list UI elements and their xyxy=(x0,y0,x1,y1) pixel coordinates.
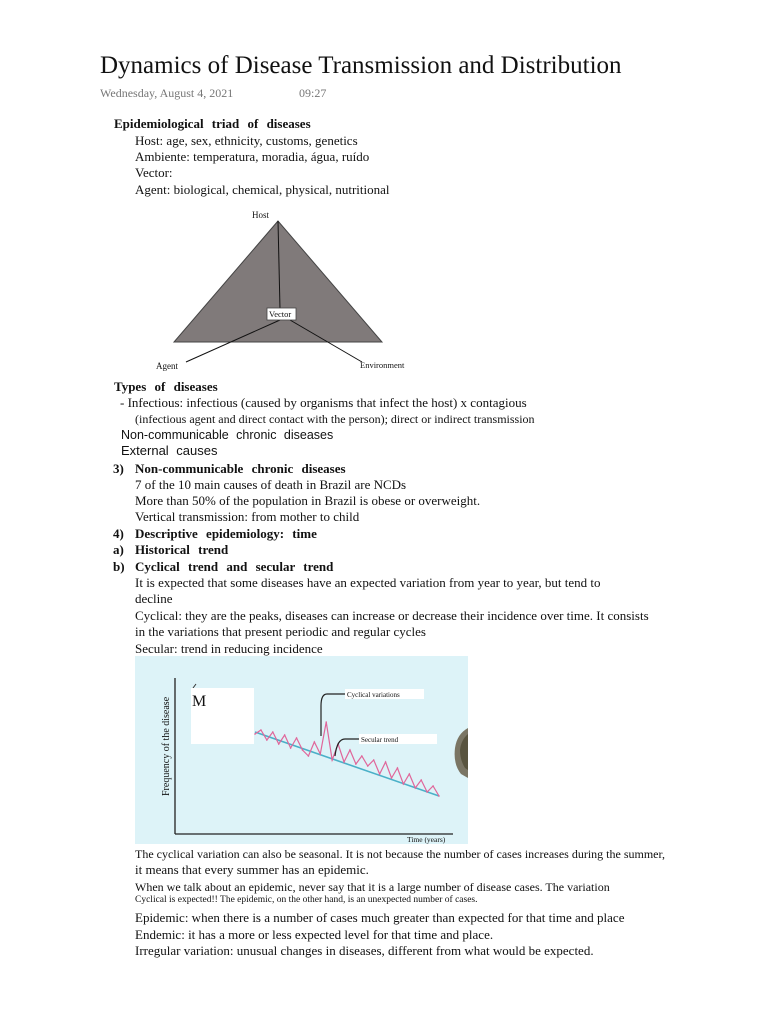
cyclical-point xyxy=(426,791,428,793)
annotation-cyclical-label: Cyclical variations xyxy=(347,691,400,699)
types-external-line: External causes xyxy=(121,443,218,458)
cyclical-point xyxy=(331,759,333,761)
cyclical-point xyxy=(385,761,387,763)
overlay-letter: M xyxy=(192,693,207,710)
chart-background xyxy=(135,656,468,844)
cyclical-point xyxy=(355,763,357,765)
cyclical-point xyxy=(349,749,351,751)
after-chart-line: When we talk about an epidemic, never say that it is a large number of disease cases. The variation xyxy=(135,880,610,894)
section3-number: 3) xyxy=(113,461,124,476)
section4-line: Cyclical: they are the peaks, diseases can increase or decrease their incidence over time. It consists xyxy=(135,608,649,623)
types-ncd-line: Non-communicable chronic diseases xyxy=(121,428,334,442)
cyclical-point xyxy=(314,741,316,743)
triad-heading: Epidemiological triad of diseases xyxy=(114,116,311,131)
triad-environment-label: Environment xyxy=(360,360,405,370)
cyclical-point xyxy=(361,755,363,757)
cyclical-point xyxy=(325,721,327,723)
cyclical-point xyxy=(290,747,292,749)
section4-line: decline xyxy=(135,591,173,606)
cyclical-point xyxy=(343,761,345,763)
after-chart-line: Cyclical is expected!! The epidemic, on the other hand, is an unexpected number of cases. xyxy=(135,895,478,905)
cyclical-point xyxy=(409,773,411,775)
cyclical-point xyxy=(367,765,369,767)
cyclical-point xyxy=(302,749,304,751)
section4-heading xyxy=(113,526,317,542)
page-date: Wednesday, August 4, 2021 xyxy=(100,86,234,100)
section4-b-heading xyxy=(113,559,333,575)
triad-vector-label: Vector xyxy=(269,309,292,319)
after-chart-line: Epidemic: when there is a number of cases much greater than expected for that time and place xyxy=(135,910,625,925)
cyclical-point xyxy=(308,755,310,757)
section4-a-label: a) xyxy=(113,542,124,557)
chart-xlabel: Time (years) xyxy=(407,835,446,844)
cyclical-point xyxy=(379,773,381,775)
page-title: Dynamics of Disease Transmission and Distribution xyxy=(100,52,622,79)
types-infectious-detail: (infectious agent and direct contact with the person); direct or indirect transmission xyxy=(135,412,535,426)
cyclical-point xyxy=(391,777,393,779)
section3-line: More than 50% of the population in Brazil is obese or overweight. xyxy=(135,493,481,508)
cyclical-point xyxy=(260,729,262,731)
types-infectious-line: - Infectious: infectious (caused by organisms that infect the host) x contagious xyxy=(120,395,527,410)
triad-host-label: Host xyxy=(252,210,270,220)
cyclical-point xyxy=(432,785,434,787)
section4-b-title: Cyclical trend and secular trend xyxy=(135,559,334,574)
cyclical-point xyxy=(284,734,286,736)
page-time: 09:27 xyxy=(299,86,327,100)
section4-b-label: b) xyxy=(113,559,125,574)
section4-title: Descriptive epidemiology: time xyxy=(135,526,317,541)
cyclical-point xyxy=(373,759,375,761)
section3-title: Non-communicable chronic diseases xyxy=(135,461,346,476)
triad-line: Vector: xyxy=(135,165,173,180)
cyclical-point xyxy=(438,795,440,797)
triad-agent-label: Agent xyxy=(156,361,178,371)
cyclical-point xyxy=(266,739,268,741)
cyclical-point xyxy=(403,783,405,785)
triad-line: Ambiente: temperatura, moradia, água, ruído xyxy=(135,149,370,164)
cyclical-point xyxy=(272,731,274,733)
section4-a-title: Historical trend xyxy=(135,542,229,557)
after-chart-line: Endemic: it has a more or less expected level for that time and place. xyxy=(135,927,494,942)
cyclical-point xyxy=(414,787,416,789)
cyclical-point xyxy=(278,743,280,745)
section4-line: Secular: trend in reducing incidence xyxy=(135,641,323,656)
section4-line: in the variations that present periodic and regular cycles xyxy=(135,624,426,639)
trend-chart xyxy=(135,656,468,844)
after-chart-line: The cyclical variation can also be seasonal. It is not because the number of cases increases during the summer, xyxy=(135,847,665,861)
section3-heading xyxy=(113,461,346,477)
section4-number: 4) xyxy=(113,526,124,541)
section3-line: Vertical transmission: from mother to child xyxy=(135,509,360,524)
section4-a-heading xyxy=(113,542,228,558)
section3-line: 7 of the 10 main causes of death in Brazil are NCDs xyxy=(135,477,407,492)
section4-line: It is expected that some diseases have an expected variation from year to year, but tend to xyxy=(135,575,601,590)
cyclical-point xyxy=(397,767,399,769)
cyclical-point xyxy=(296,737,298,739)
cyclical-point xyxy=(254,733,256,735)
cyclical-point xyxy=(420,779,422,781)
triad-line: Host: age, sex, ethnicity, customs, genetics xyxy=(135,133,358,148)
after-chart-line: it means that every summer has an epidemic. xyxy=(135,862,369,877)
triad-line: Agent: biological, chemical, physical, nutritional xyxy=(135,182,390,197)
partial-figure-decoration xyxy=(453,728,468,778)
after-chart-line: Irregular variation: unusual changes in diseases, different from what would be expected. xyxy=(135,943,594,958)
cyclical-point xyxy=(319,753,321,755)
chart-ylabel: Frequency of the disease xyxy=(161,696,172,796)
types-heading: Types of diseases xyxy=(114,379,218,394)
annotation-secular-label: Secular trend xyxy=(361,736,399,744)
